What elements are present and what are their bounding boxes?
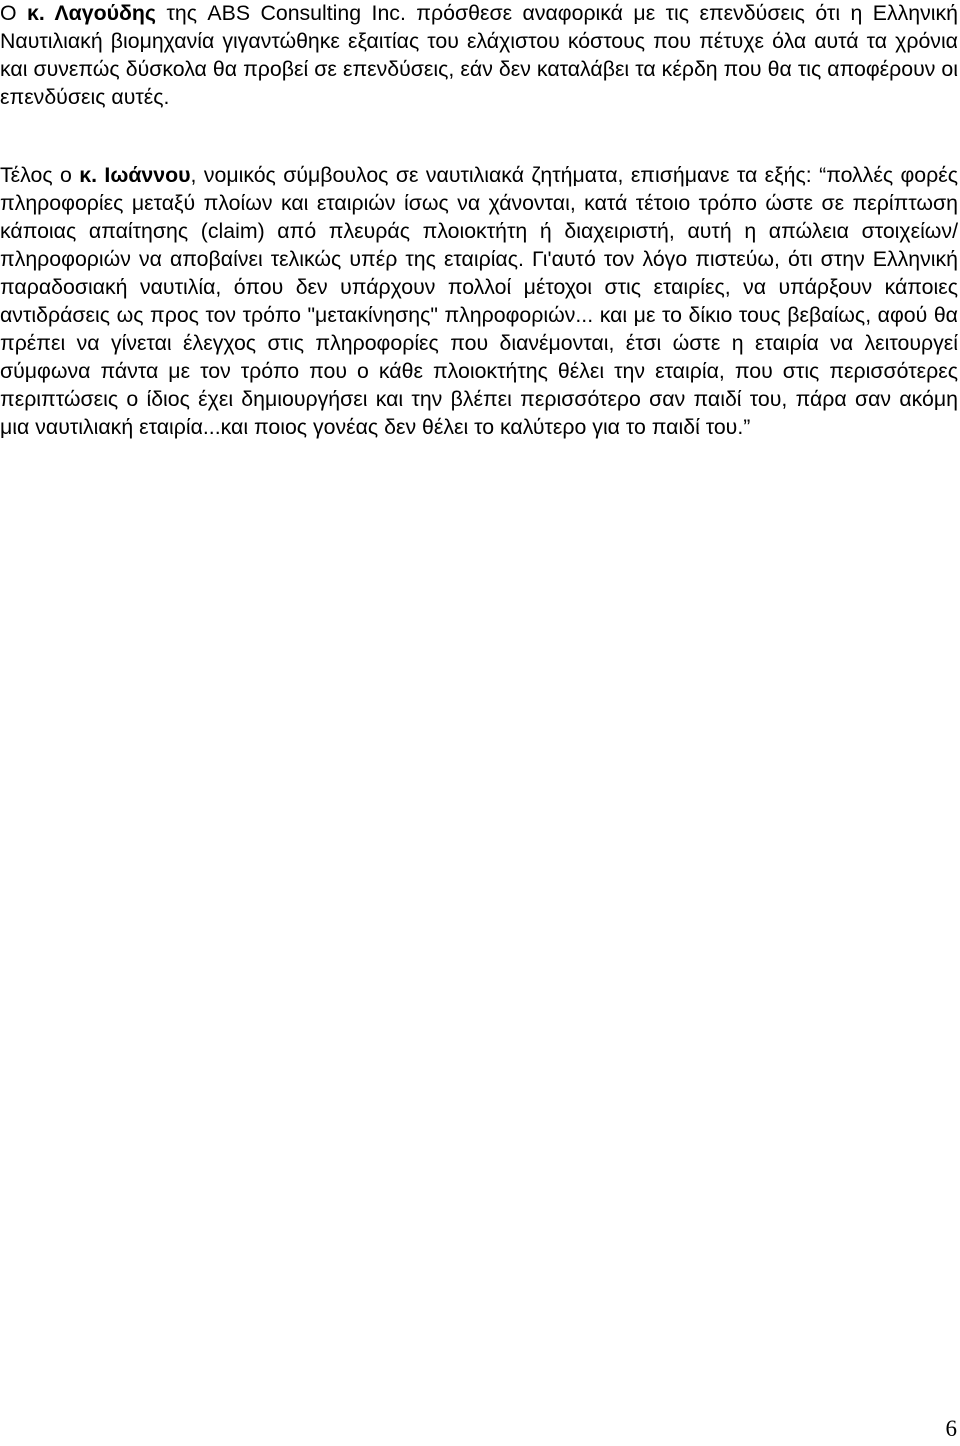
paragraph-lead: Τέλος ο	[0, 163, 80, 187]
speaker-name-ioannou: κ. Ιωάννου	[79, 163, 191, 187]
paragraph-lead: Ο	[0, 1, 28, 25]
page-number: 6	[945, 1416, 957, 1441]
paragraph-text: της ABS Consulting Inc. πρόσθεσε αναφορικά με τις επενδύσεις ότι η Ελληνική Ναυτιλιακή βιομηχανία γιγαντώθηκε εξαιτίας του ελάχιστου κόστους που πέτυχε όλα αυτά τα χρόνια και συνεπώς δύσκολα θα προβεί σε επενδύσεις, εάν δεν καταλάβει τα κέρδη που θα τις αποφέρουν οι επενδύσεις αυτές.	[0, 1, 959, 109]
paragraph-ioannou	[0, 161, 958, 441]
paragraph-text: , νομικός σύμβουλος σε ναυτιλιακά ζητήματα, επισήμανε τα εξής: “πολλές φορές πληροφορίες μεταξύ πλοίων και εταιριών ίσως να χάνονται, κατά τέτοιο τρόπο ώστε σε περίπτωση κάποιας απαίτησης (claim) από πλευράς πλοιοκτήτη ή διαχειριστή, αυτή η απώλεια στοιχείων/πληροφοριών να αποβαίνει τελικώς υπέρ της εταιρίας. Γι'αυτό τον λόγο πιστεύω, ότι στην Ελληνική παραδοσιακή ναυτιλία, όπου δεν υπάρχουν πολλοί μέτοχοι στις εταιρίες, να υπάρξουν κάποιες αντιδράσεις ως προς τον τρόπο "μετακίνησης" πληροφοριών... και με το δίκιο τους βεβαίως, αφού θα πρέπει να γίνεται έλεγχος στις πληροφορίες που διανέμονται, έτσι ώστε η εταιρία να λειτουργεί σύμφωνα πάντα με τον τρόπο που ο κάθε πλοιοκτήτης θέλει την εταιρία, που στις περισσότερες περιπτώσεις ο ίδιος έχει δημιουργήσει και την βλέπει περισσότερο σαν παιδί του, πάρα σαν ακόμη μια ναυτιλιακή εταιρία...και ποιος γονέας δεν θέλει το καλύτερο για το παιδί του.”	[0, 163, 958, 439]
speaker-name-lagoudis: κ. Λαγούδης	[27, 1, 157, 25]
paragraph-lagoudis	[0, 0, 958, 111]
